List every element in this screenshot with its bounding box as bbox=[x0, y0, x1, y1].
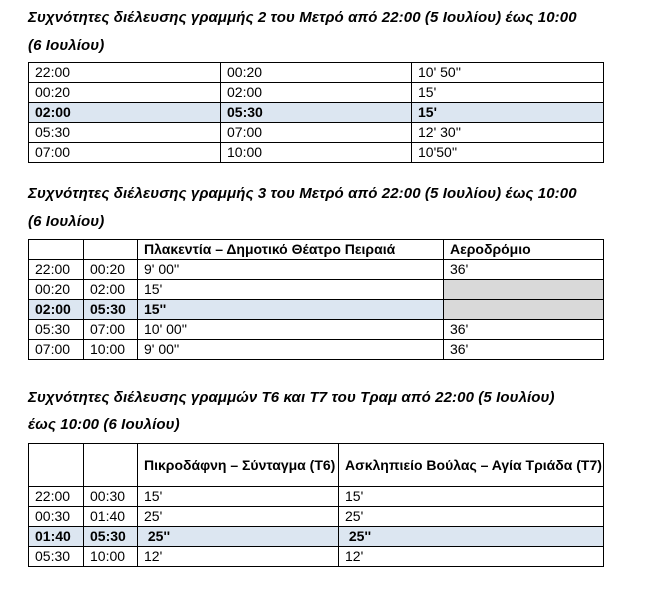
section1-heading-line2: (6 Ιουλίου) bbox=[28, 37, 105, 54]
table-header-cell: Αεροδρόμιο bbox=[444, 240, 604, 260]
table-row bbox=[29, 487, 604, 507]
table-row bbox=[29, 340, 604, 360]
table-cell-shaded bbox=[444, 280, 604, 300]
section1-heading-line1: Συχνότητες διέλευσης γραμμής 2 του Μετρό από 22:00 (5 Ιουλίου) έως 10:00 bbox=[28, 9, 577, 26]
table-cell: 10'50'' bbox=[412, 143, 604, 163]
table-row bbox=[29, 63, 604, 83]
table-cell: 25'' bbox=[339, 527, 604, 547]
table-cell: 07:00 bbox=[29, 143, 221, 163]
table-cell: 00:20 bbox=[84, 260, 138, 280]
table-cell: 9' 00'' bbox=[138, 340, 444, 360]
table-cell: 12' bbox=[339, 547, 604, 567]
section2-heading-line1: Συχνότητες διέλευσης γραμμής 3 του Μετρό από 22:00 (5 Ιουλίου) έως 10:00 bbox=[28, 185, 577, 202]
table-row-highlighted bbox=[29, 527, 604, 547]
table-header-cell bbox=[84, 240, 138, 260]
table-cell: 01:40 bbox=[29, 527, 84, 547]
table-cell: 02:00 bbox=[29, 300, 84, 320]
table-cell: 15'' bbox=[138, 300, 444, 320]
table-cell: 15' bbox=[138, 280, 444, 300]
table-cell: 05:30 bbox=[84, 300, 138, 320]
table-header-cell: Ασκληπιείο Βούλας – Αγία Τριάδα (Τ7) bbox=[339, 444, 604, 487]
table-cell: 10' 50'' bbox=[412, 63, 604, 83]
table-cell: 00:30 bbox=[29, 507, 84, 527]
table-cell: 00:20 bbox=[29, 83, 221, 103]
table-row bbox=[29, 143, 604, 163]
table-cell: 02:00 bbox=[221, 83, 412, 103]
table-header-cell bbox=[29, 240, 84, 260]
metro-line3-table bbox=[28, 239, 604, 360]
table-cell: 10' 00'' bbox=[138, 320, 444, 340]
table-cell: 01:40 bbox=[84, 507, 138, 527]
table-cell: 36' bbox=[444, 340, 604, 360]
table-row bbox=[29, 507, 604, 527]
table-cell: 22:00 bbox=[29, 487, 84, 507]
table-row bbox=[29, 260, 604, 280]
table-cell: 00:20 bbox=[221, 63, 412, 83]
table-row bbox=[29, 123, 604, 143]
table-cell: 12' bbox=[138, 547, 339, 567]
table-cell: 10:00 bbox=[84, 547, 138, 567]
table-cell-shaded bbox=[444, 300, 604, 320]
table-row bbox=[29, 83, 604, 103]
table-cell: 9' 00'' bbox=[138, 260, 444, 280]
table-row bbox=[29, 280, 604, 300]
table-cell: 00:30 bbox=[84, 487, 138, 507]
section3-heading-line2: έως 10:00 (6 Ιουλίου) bbox=[28, 416, 180, 433]
tram-t6-t7-table bbox=[28, 443, 604, 567]
table-cell: 36' bbox=[444, 320, 604, 340]
metro-line2-table bbox=[28, 62, 604, 163]
table-cell: 02:00 bbox=[29, 103, 221, 123]
table-header-row bbox=[29, 444, 604, 487]
table-cell: 12' 30'' bbox=[412, 123, 604, 143]
table-row bbox=[29, 547, 604, 567]
table-header-cell: Πλακεντία – Δημοτικό Θέατρο Πειραιά bbox=[138, 240, 444, 260]
table-row-highlighted bbox=[29, 103, 604, 123]
table-cell: 15' bbox=[412, 103, 604, 123]
table-cell: 22:00 bbox=[29, 260, 84, 280]
table-cell: 25'' bbox=[138, 527, 339, 547]
table-header-cell: Πικροδάφνη – Σύνταγμα (Τ6) bbox=[138, 444, 339, 487]
table-header-cell bbox=[84, 444, 138, 487]
table-cell: 05:30 bbox=[29, 320, 84, 340]
table-cell: 10:00 bbox=[221, 143, 412, 163]
table-cell: 07:00 bbox=[29, 340, 84, 360]
table-cell: 36' bbox=[444, 260, 604, 280]
table-header-row bbox=[29, 240, 604, 260]
table-cell: 05:30 bbox=[221, 103, 412, 123]
table-row-highlighted bbox=[29, 300, 604, 320]
table-cell: 25' bbox=[339, 507, 604, 527]
table-cell: 07:00 bbox=[84, 320, 138, 340]
table-cell: 00:20 bbox=[29, 280, 84, 300]
table-cell: 07:00 bbox=[221, 123, 412, 143]
table-header-cell bbox=[29, 444, 84, 487]
table-cell: 15' bbox=[339, 487, 604, 507]
table-cell: 05:30 bbox=[29, 547, 84, 567]
table-cell: 22:00 bbox=[29, 63, 221, 83]
table-row bbox=[29, 320, 604, 340]
table-cell: 15' bbox=[412, 83, 604, 103]
table-cell: 25' bbox=[138, 507, 339, 527]
table-cell: 15' bbox=[138, 487, 339, 507]
table-cell: 10:00 bbox=[84, 340, 138, 360]
table-cell: 05:30 bbox=[29, 123, 221, 143]
table-cell: 02:00 bbox=[84, 280, 138, 300]
table-cell: 05:30 bbox=[84, 527, 138, 547]
section2-heading-line2: (6 Ιουλίου) bbox=[28, 213, 105, 230]
section3-heading-line1: Συχνότητες διέλευσης γραμμών Τ6 και Τ7 του Τραμ από 22:00 (5 Ιουλίου) bbox=[28, 389, 555, 406]
